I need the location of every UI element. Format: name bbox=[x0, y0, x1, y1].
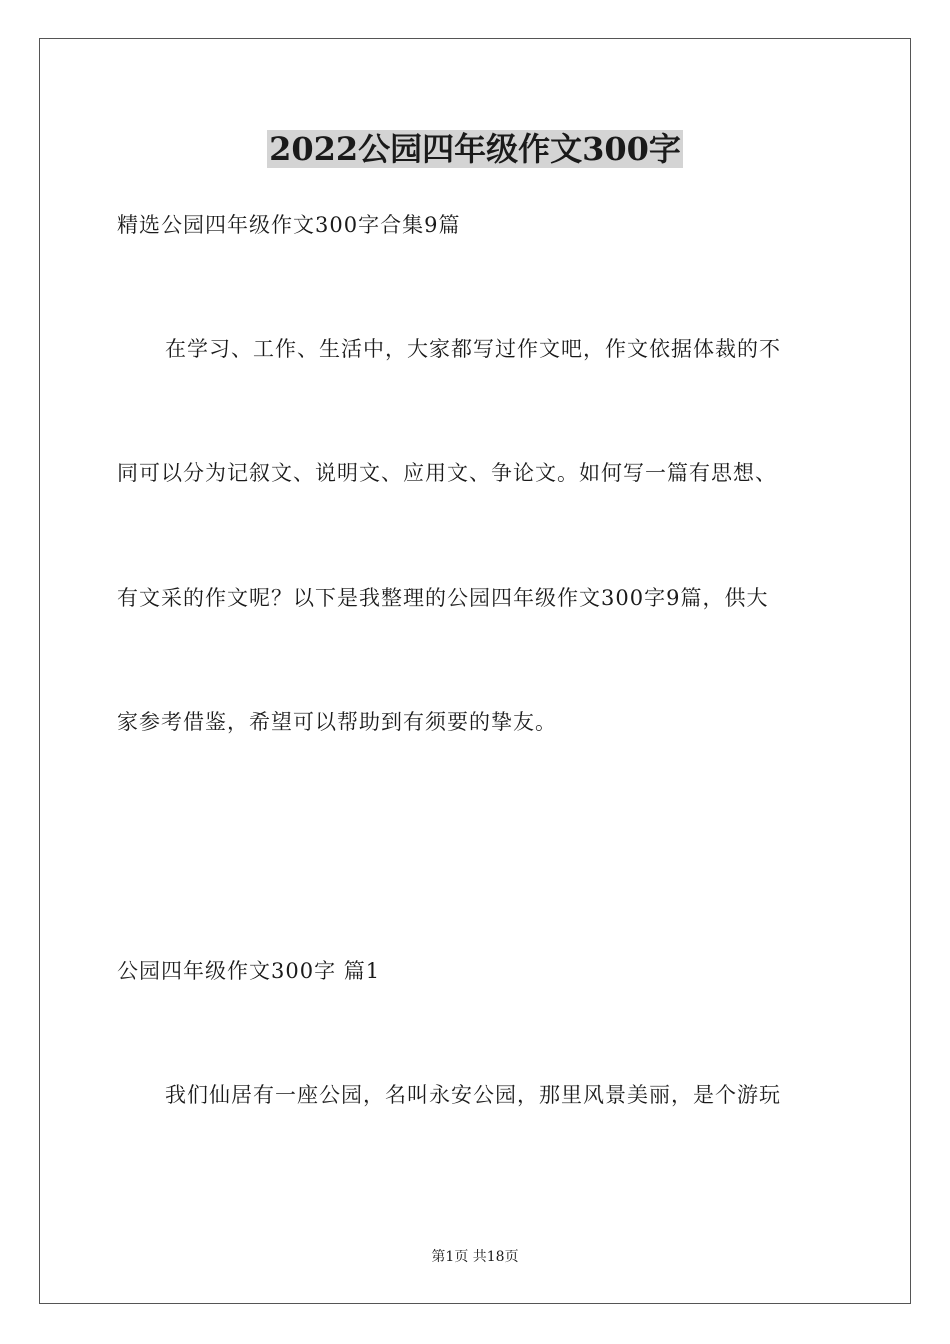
section-heading: 公园四年级作文300字 篇1 bbox=[117, 959, 381, 983]
section-line-1: 我们仙居有一座公园，名叫永安公园，那里风景美丽，是个游玩 bbox=[165, 1083, 781, 1107]
intro-line-1: 在学习、工作、生活中，大家都写过作文吧，作文依据体裁的不 bbox=[165, 337, 781, 361]
intro-line-4: 家参考借鉴，希望可以帮助到有须要的挚友。 bbox=[117, 710, 557, 734]
document-title bbox=[0, 128, 950, 170]
intro-line-2: 同可以分为记叙文、说明文、应用文、争论文。如何写一篇有思想、 bbox=[117, 461, 777, 485]
intro-line-3: 有文采的作文呢？以下是我整理的公园四年级作文300字9篇，供大 bbox=[117, 586, 769, 610]
document-title-text: 2022公园四年级作文300字 bbox=[269, 130, 681, 168]
page-number-footer: 第1页 共18页 bbox=[431, 1249, 519, 1265]
document-subtitle: 精选公园四年级作文300字合集9篇 bbox=[117, 213, 461, 237]
